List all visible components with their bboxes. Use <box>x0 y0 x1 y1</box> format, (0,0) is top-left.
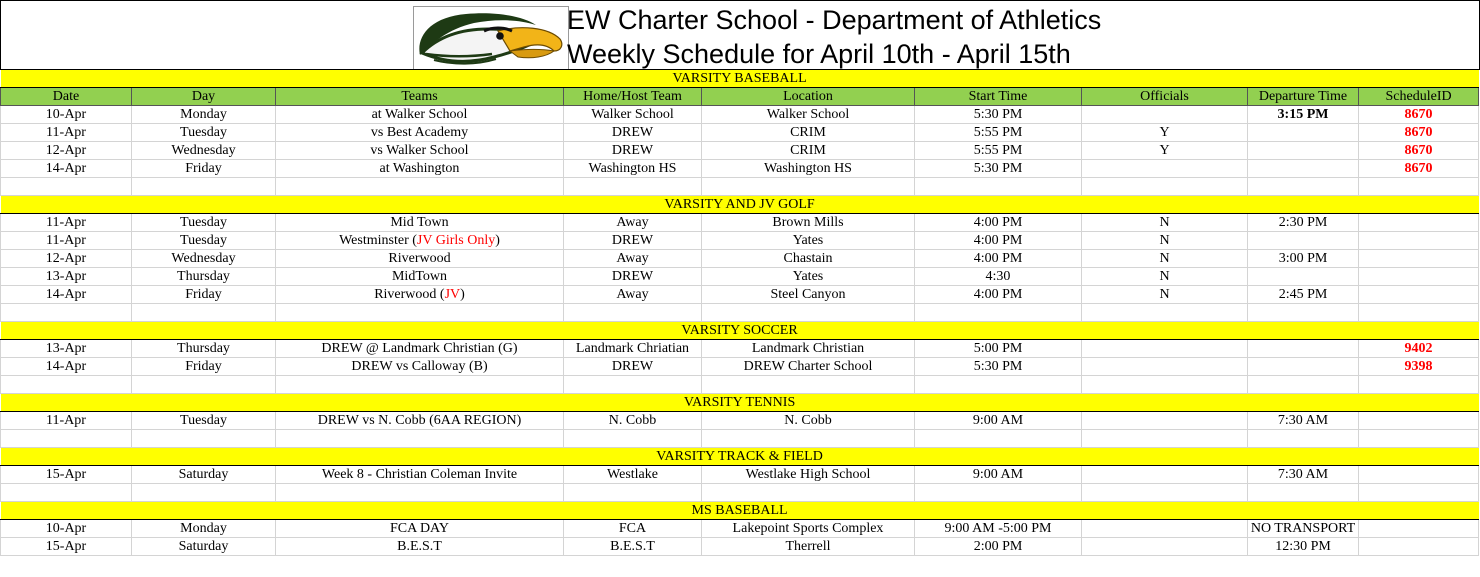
start-time-cell[interactable]: 4:00 PM <box>915 214 1082 232</box>
eagle-logo-graphic <box>414 7 568 72</box>
column-header-location[interactable]: Location <box>702 88 915 106</box>
location-cell[interactable]: Yates <box>702 268 915 286</box>
location-cell[interactable]: CRIM <box>702 124 915 142</box>
blank-row <box>1 304 1479 322</box>
host-cell[interactable]: DREW <box>564 124 702 142</box>
departure-cell[interactable]: NO TRANSPORT <box>1248 520 1359 538</box>
empty-cell[interactable] <box>1248 376 1359 394</box>
start-time-cell[interactable]: 4:00 PM <box>915 286 1082 304</box>
table-row <box>1 358 1479 376</box>
empty-cell[interactable] <box>564 430 702 448</box>
school-title: EW Charter School - Department of Athletics <box>567 5 1102 35</box>
schedule-id-cell[interactable] <box>1359 520 1479 538</box>
departure-cell[interactable] <box>1248 268 1359 286</box>
officials-cell[interactable]: Y <box>1082 142 1248 160</box>
date-cell[interactable]: 12-Apr <box>1 250 132 268</box>
departure-cell[interactable]: 3:15 PM <box>1248 106 1359 124</box>
column-header-schedule-id[interactable]: ScheduleID <box>1359 88 1479 106</box>
date-cell[interactable]: 11-Apr <box>1 214 132 232</box>
teams-cell[interactable]: Riverwood <box>276 250 564 268</box>
empty-cell[interactable] <box>702 484 915 502</box>
day-cell[interactable]: Thursday <box>132 268 276 286</box>
start-time-cell[interactable]: 5:30 PM <box>915 106 1082 124</box>
location-cell[interactable]: Westlake High School <box>702 466 915 484</box>
date-cell[interactable]: 14-Apr <box>1 160 132 178</box>
table-row <box>1 520 1479 538</box>
title-area <box>0 0 1480 70</box>
table-row <box>1 268 1479 286</box>
date-cell[interactable]: 13-Apr <box>1 268 132 286</box>
section-header-tennis <box>1 394 1479 412</box>
start-time-cell[interactable]: 5:00 PM <box>915 340 1082 358</box>
empty-cell[interactable] <box>915 430 1082 448</box>
host-cell[interactable]: B.E.S.T <box>564 538 702 556</box>
officials-cell[interactable] <box>1082 358 1248 376</box>
table-row <box>1 214 1479 232</box>
day-cell[interactable]: Wednesday <box>132 250 276 268</box>
empty-cell[interactable] <box>564 484 702 502</box>
column-header-date[interactable]: Date <box>1 88 132 106</box>
teams-cell[interactable]: MidTown <box>276 268 564 286</box>
date-cell[interactable]: 12-Apr <box>1 142 132 160</box>
departure-cell[interactable] <box>1248 358 1359 376</box>
table-row <box>1 250 1479 268</box>
day-cell[interactable]: Saturday <box>132 538 276 556</box>
start-time-cell[interactable]: 5:30 PM <box>915 160 1082 178</box>
departure-cell[interactable]: 12:30 PM <box>1248 538 1359 556</box>
section-header-golf <box>1 196 1479 214</box>
start-time-cell[interactable]: 5:30 PM <box>915 358 1082 376</box>
table-row <box>1 106 1479 124</box>
table-row <box>1 466 1479 484</box>
day-cell[interactable]: Wednesday <box>132 142 276 160</box>
section-title: VARSITY TENNIS <box>1 394 1479 412</box>
table-row <box>1 232 1479 250</box>
column-header-start-time[interactable]: Start Time <box>915 88 1082 106</box>
section-title: VARSITY BASEBALL <box>1 70 1479 88</box>
section-header-ms-baseball <box>1 502 1479 520</box>
empty-cell[interactable] <box>276 430 564 448</box>
date-cell[interactable]: 11-Apr <box>1 412 132 430</box>
column-header-host[interactable]: Home/Host Team <box>564 88 702 106</box>
teams-text-end: ) <box>460 287 465 302</box>
section-header-varsity-baseball <box>1 70 1479 88</box>
day-cell[interactable]: Monday <box>132 520 276 538</box>
empty-cell[interactable] <box>132 178 276 196</box>
location-cell[interactable]: Lakepoint Sports Complex <box>702 520 915 538</box>
empty-cell[interactable] <box>1 484 132 502</box>
start-time-cell[interactable]: 5:55 PM <box>915 124 1082 142</box>
location-cell[interactable]: Steel Canyon <box>702 286 915 304</box>
schedule-id-cell[interactable] <box>1359 286 1479 304</box>
day-cell[interactable]: Monday <box>132 106 276 124</box>
column-header-officials[interactable]: Officials <box>1082 88 1248 106</box>
empty-cell[interactable] <box>915 376 1082 394</box>
host-cell[interactable]: Away <box>564 214 702 232</box>
date-cell[interactable]: 10-Apr <box>1 520 132 538</box>
officials-cell[interactable]: N <box>1082 268 1248 286</box>
eagle-head-logo <box>413 6 569 73</box>
schedule-id-cell[interactable] <box>1359 214 1479 232</box>
empty-cell[interactable] <box>564 376 702 394</box>
teams-cell[interactable]: vs Walker School <box>276 142 564 160</box>
empty-cell[interactable] <box>702 430 915 448</box>
empty-cell[interactable] <box>915 304 1082 322</box>
location-cell[interactable]: Landmark Christian <box>702 340 915 358</box>
departure-cell[interactable] <box>1248 232 1359 250</box>
departure-cell[interactable] <box>1248 340 1359 358</box>
teams-cell[interactable]: DREW @ Landmark Christian (G) <box>276 340 564 358</box>
officials-cell[interactable] <box>1082 538 1248 556</box>
officials-cell[interactable] <box>1082 160 1248 178</box>
departure-cell[interactable]: 7:30 AM <box>1248 466 1359 484</box>
jv-note: JV <box>444 287 461 302</box>
empty-cell[interactable] <box>1359 484 1479 502</box>
empty-cell[interactable] <box>132 430 276 448</box>
day-cell[interactable]: Tuesday <box>132 232 276 250</box>
empty-cell[interactable] <box>1082 178 1248 196</box>
day-cell[interactable]: Tuesday <box>132 412 276 430</box>
empty-cell[interactable] <box>702 376 915 394</box>
date-cell[interactable]: 14-Apr <box>1 358 132 376</box>
start-time-cell[interactable]: 4:00 PM <box>915 232 1082 250</box>
schedule-id-cell[interactable]: 8670 <box>1359 142 1479 160</box>
departure-cell[interactable]: 2:45 PM <box>1248 286 1359 304</box>
officials-cell[interactable] <box>1082 466 1248 484</box>
host-cell[interactable]: DREW <box>564 142 702 160</box>
schedule-id-cell[interactable] <box>1359 412 1479 430</box>
blank-row <box>1 430 1479 448</box>
empty-cell[interactable] <box>1 376 132 394</box>
empty-cell[interactable] <box>276 484 564 502</box>
date-cell[interactable]: 10-Apr <box>1 106 132 124</box>
teams-cell[interactable]: Mid Town <box>276 214 564 232</box>
officials-cell[interactable]: N <box>1082 250 1248 268</box>
table-row <box>1 538 1479 556</box>
schedule-id-cell[interactable]: 9402 <box>1359 340 1479 358</box>
empty-cell[interactable] <box>1082 376 1248 394</box>
empty-cell[interactable] <box>1359 178 1479 196</box>
teams-cell[interactable]: at Walker School <box>276 106 564 124</box>
table-row <box>1 286 1479 304</box>
empty-cell[interactable] <box>1082 484 1248 502</box>
day-cell[interactable]: Friday <box>132 358 276 376</box>
empty-cell[interactable] <box>1359 304 1479 322</box>
empty-cell[interactable] <box>132 376 276 394</box>
column-header-day[interactable]: Day <box>132 88 276 106</box>
section-title: MS BASEBALL <box>1 502 1479 520</box>
date-cell[interactable]: 15-Apr <box>1 466 132 484</box>
schedule-id-cell[interactable]: 8670 <box>1359 106 1479 124</box>
teams-cell[interactable]: DREW vs Calloway (B) <box>276 358 564 376</box>
blank-row <box>1 178 1479 196</box>
jv-note: JV Girls Only <box>416 233 496 248</box>
officials-cell[interactable]: N <box>1082 214 1248 232</box>
column-header-departure-time[interactable]: Departure Time <box>1248 88 1359 106</box>
start-time-cell[interactable]: 4:30 <box>915 268 1082 286</box>
host-cell[interactable]: FCA <box>564 520 702 538</box>
location-cell[interactable]: Washington HS <box>702 160 915 178</box>
empty-cell[interactable] <box>276 376 564 394</box>
column-header-row <box>1 88 1479 106</box>
day-cell[interactable]: Thursday <box>132 340 276 358</box>
blank-row <box>1 484 1479 502</box>
schedule-id-cell[interactable] <box>1359 538 1479 556</box>
schedule-table <box>0 69 1479 556</box>
officials-cell[interactable] <box>1082 340 1248 358</box>
empty-cell[interactable] <box>132 484 276 502</box>
location-cell[interactable]: Brown Mills <box>702 214 915 232</box>
column-header-teams[interactable]: Teams <box>276 88 564 106</box>
departure-cell[interactable]: 3:00 PM <box>1248 250 1359 268</box>
empty-cell[interactable] <box>564 178 702 196</box>
day-cell[interactable]: Friday <box>132 286 276 304</box>
schedule-id-cell[interactable] <box>1359 250 1479 268</box>
table-row <box>1 124 1479 142</box>
teams-cell[interactable] <box>276 286 564 304</box>
host-cell[interactable]: Landmark Chriatian <box>564 340 702 358</box>
host-cell[interactable]: Away <box>564 286 702 304</box>
officials-cell[interactable]: N <box>1082 232 1248 250</box>
officials-cell[interactable]: N <box>1082 286 1248 304</box>
blank-row <box>1 376 1479 394</box>
host-cell[interactable]: Washington HS <box>564 160 702 178</box>
location-cell[interactable]: Yates <box>702 232 915 250</box>
empty-cell[interactable] <box>132 304 276 322</box>
host-cell[interactable]: DREW <box>564 232 702 250</box>
day-cell[interactable]: Tuesday <box>132 214 276 232</box>
teams-text-end: ) <box>495 233 500 248</box>
date-cell[interactable]: 13-Apr <box>1 340 132 358</box>
empty-cell[interactable] <box>564 304 702 322</box>
teams-cell[interactable]: vs Best Academy <box>276 124 564 142</box>
empty-cell[interactable] <box>1 178 132 196</box>
start-time-cell[interactable]: 9:00 AM <box>915 412 1082 430</box>
schedule-title: Weekly Schedule for April 10th - April 15th <box>567 39 1071 69</box>
empty-cell[interactable] <box>702 304 915 322</box>
teams-cell[interactable]: at Washington <box>276 160 564 178</box>
empty-cell[interactable] <box>915 178 1082 196</box>
empty-cell[interactable] <box>1082 430 1248 448</box>
location-cell[interactable]: Chastain <box>702 250 915 268</box>
start-time-cell[interactable]: 2:00 PM <box>915 538 1082 556</box>
day-cell[interactable]: Tuesday <box>132 124 276 142</box>
host-cell[interactable]: DREW <box>564 358 702 376</box>
empty-cell[interactable] <box>1248 430 1359 448</box>
teams-cell[interactable]: FCA DAY <box>276 520 564 538</box>
host-cell[interactable]: Walker School <box>564 106 702 124</box>
departure-cell[interactable]: 7:30 AM <box>1248 412 1359 430</box>
departure-cell[interactable] <box>1248 142 1359 160</box>
schedule-id-cell[interactable] <box>1359 232 1479 250</box>
host-cell[interactable]: N. Cobb <box>564 412 702 430</box>
section-header-soccer <box>1 322 1479 340</box>
teams-cell[interactable]: B.E.S.T <box>276 538 564 556</box>
empty-cell[interactable] <box>702 178 915 196</box>
host-cell[interactable]: Away <box>564 250 702 268</box>
table-row <box>1 160 1479 178</box>
day-cell[interactable]: Saturday <box>132 466 276 484</box>
section-header-track <box>1 448 1479 466</box>
empty-cell[interactable] <box>276 178 564 196</box>
table-row <box>1 412 1479 430</box>
host-cell[interactable]: DREW <box>564 268 702 286</box>
empty-cell[interactable] <box>915 484 1082 502</box>
empty-cell[interactable] <box>1248 304 1359 322</box>
date-cell[interactable]: 11-Apr <box>1 232 132 250</box>
start-time-cell[interactable]: 9:00 AM <box>915 466 1082 484</box>
host-cell[interactable]: Westlake <box>564 466 702 484</box>
schedule-id-cell[interactable] <box>1359 466 1479 484</box>
departure-cell[interactable] <box>1248 160 1359 178</box>
empty-cell[interactable] <box>1248 178 1359 196</box>
section-title: VARSITY SOCCER <box>1 322 1479 340</box>
empty-cell[interactable] <box>1359 430 1479 448</box>
teams-cell[interactable]: DREW vs N. Cobb (6AA REGION) <box>276 412 564 430</box>
table-row <box>1 142 1479 160</box>
officials-cell[interactable] <box>1082 520 1248 538</box>
schedule-id-cell[interactable]: 8670 <box>1359 124 1479 142</box>
teams-text: Westminster ( <box>339 233 417 248</box>
teams-cell[interactable] <box>276 232 564 250</box>
date-cell[interactable]: 15-Apr <box>1 538 132 556</box>
empty-cell[interactable] <box>1 304 132 322</box>
empty-cell[interactable] <box>1082 304 1248 322</box>
empty-cell[interactable] <box>1359 376 1479 394</box>
start-time-cell[interactable]: 4:00 PM <box>915 250 1082 268</box>
empty-cell[interactable] <box>1 430 132 448</box>
departure-cell[interactable] <box>1248 124 1359 142</box>
empty-cell[interactable] <box>1248 484 1359 502</box>
section-title: VARSITY AND JV GOLF <box>1 196 1479 214</box>
schedule-id-cell[interactable]: 9398 <box>1359 358 1479 376</box>
start-time-cell[interactable]: 9:00 AM -5:00 PM <box>915 520 1082 538</box>
officials-cell[interactable] <box>1082 106 1248 124</box>
schedule-id-cell[interactable] <box>1359 268 1479 286</box>
start-time-cell[interactable]: 5:55 PM <box>915 142 1082 160</box>
departure-cell[interactable]: 2:30 PM <box>1248 214 1359 232</box>
day-cell[interactable]: Friday <box>132 160 276 178</box>
officials-cell[interactable]: Y <box>1082 124 1248 142</box>
location-cell[interactable]: Therrell <box>702 538 915 556</box>
teams-cell[interactable]: Week 8 - Christian Coleman Invite <box>276 466 564 484</box>
location-cell[interactable]: N. Cobb <box>702 412 915 430</box>
teams-text: Riverwood ( <box>374 287 445 302</box>
schedule-id-cell[interactable]: 8670 <box>1359 160 1479 178</box>
section-title: VARSITY TRACK & FIELD <box>1 448 1479 466</box>
location-cell[interactable]: CRIM <box>702 142 915 160</box>
date-cell[interactable]: 14-Apr <box>1 286 132 304</box>
date-cell[interactable]: 11-Apr <box>1 124 132 142</box>
officials-cell[interactable] <box>1082 412 1248 430</box>
empty-cell[interactable] <box>276 304 564 322</box>
location-cell[interactable]: DREW Charter School <box>702 358 915 376</box>
table-row <box>1 340 1479 358</box>
location-cell[interactable]: Walker School <box>702 106 915 124</box>
